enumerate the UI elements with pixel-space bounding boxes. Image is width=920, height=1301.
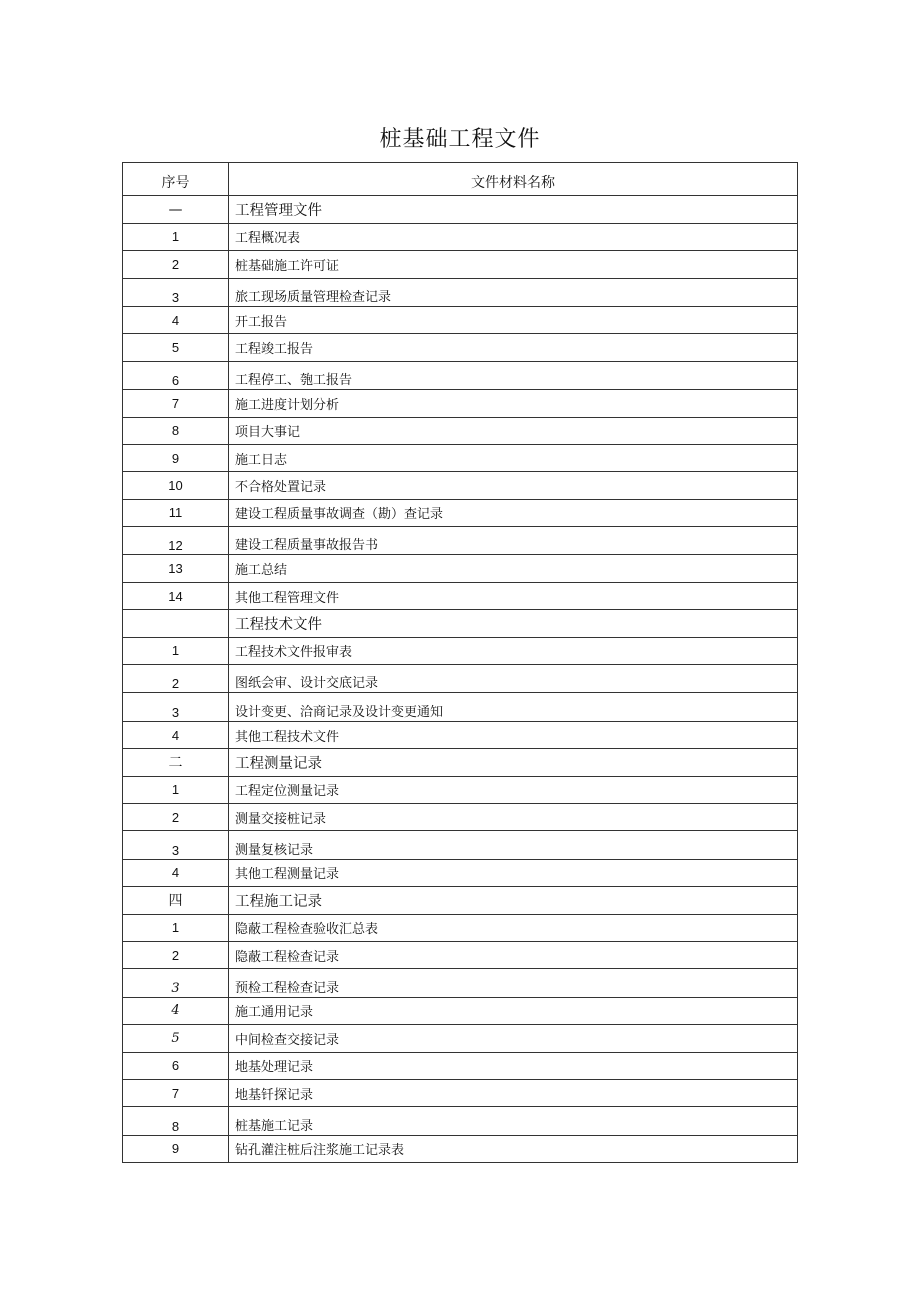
row-number: — [123, 196, 229, 223]
row-file-name: 钻孔灌注桩后注浆施工记录表 [229, 1135, 798, 1162]
table-row [123, 1025, 798, 1052]
row-file-name: 建设工程质量事故报告书 [229, 527, 798, 555]
table-row [123, 1107, 798, 1135]
row-file-name: 图纸会审、设计交底记录 [229, 665, 798, 693]
table-row [123, 637, 798, 664]
table-row [123, 969, 798, 997]
row-file-name: 其他工程管理文件 [229, 582, 798, 609]
table-row [123, 555, 798, 582]
row-number: 1 [123, 776, 229, 803]
row-number: 4 [123, 306, 229, 333]
row-number: 11 [123, 499, 229, 526]
table-row [123, 831, 798, 859]
row-file-name: 地基处理记录 [229, 1052, 798, 1079]
row-file-name: 工程管理文件 [229, 196, 798, 223]
row-file-name: 项目大事记 [229, 417, 798, 444]
row-file-name: 旅工现场质量管理检查记录 [229, 278, 798, 306]
table-row [123, 499, 798, 526]
row-number: 9 [123, 1135, 229, 1162]
row-number: 8 [123, 1107, 229, 1135]
row-file-name: 预检工程检查记录 [229, 969, 798, 997]
row-file-name: 设计变更、洽商记录及设计变更通知 [229, 693, 798, 721]
row-file-name: 工程竣工报告 [229, 334, 798, 361]
row-file-name: 隐蔽工程检查验收汇总表 [229, 914, 798, 941]
row-file-name: 施工进度计划分析 [229, 390, 798, 417]
table-row [123, 1135, 798, 1162]
table-row [123, 223, 798, 250]
table-row [123, 582, 798, 609]
table-row [123, 997, 798, 1024]
table-row [123, 721, 798, 748]
row-number: 6 [123, 1052, 229, 1079]
row-number [123, 610, 229, 637]
table-row [123, 472, 798, 499]
row-number: 4 [123, 997, 229, 1024]
row-number: 2 [123, 665, 229, 693]
row-file-name: 桩基础施工许可证 [229, 251, 798, 278]
row-file-name: 地基钎探记录 [229, 1079, 798, 1106]
table-row [123, 1079, 798, 1106]
row-file-name: 测量交接桩记录 [229, 803, 798, 830]
row-number: 3 [123, 969, 229, 997]
row-file-name: 工程停工、匏工报告 [229, 361, 798, 389]
row-number: 4 [123, 859, 229, 886]
row-number: 3 [123, 693, 229, 721]
table-row [123, 941, 798, 968]
row-file-name: 施工总结 [229, 555, 798, 582]
row-file-name: 其他工程测量记录 [229, 859, 798, 886]
row-number: 12 [123, 527, 229, 555]
row-number: 5 [123, 334, 229, 361]
table-row [123, 444, 798, 471]
row-number: 7 [123, 1079, 229, 1106]
table-row [123, 417, 798, 444]
table-row [123, 278, 798, 306]
row-file-name: 不合格处置记录 [229, 472, 798, 499]
row-number: 5 [123, 1025, 229, 1052]
table-header-row [123, 163, 798, 196]
row-file-name: 工程施工记录 [229, 887, 798, 914]
section-row [123, 196, 798, 223]
row-number: 3 [123, 278, 229, 306]
table-row [123, 361, 798, 389]
row-file-name: 施工通用记录 [229, 997, 798, 1024]
row-number: 四 [123, 887, 229, 914]
row-number: 1 [123, 637, 229, 664]
table-row [123, 334, 798, 361]
table-row [123, 306, 798, 333]
header-no: 序号 [123, 163, 229, 196]
row-number: 13 [123, 555, 229, 582]
row-file-name: 其他工程技术文件 [229, 721, 798, 748]
row-number: 二 [123, 749, 229, 776]
table-row [123, 693, 798, 721]
row-file-name: 测量复核记录 [229, 831, 798, 859]
row-number: 7 [123, 390, 229, 417]
row-number: 9 [123, 444, 229, 471]
table-row [123, 859, 798, 886]
page-title: 桩基础工程文件 [379, 127, 541, 152]
table-row [123, 390, 798, 417]
section-row [123, 610, 798, 637]
row-file-name: 建设工程质量事故调查（勘）查记录 [229, 499, 798, 526]
file-list-table [122, 162, 798, 1163]
row-file-name: 工程定位测量记录 [229, 776, 798, 803]
row-number: 4 [123, 721, 229, 748]
row-file-name: 开工报告 [229, 306, 798, 333]
row-file-name: 施工日志 [229, 444, 798, 471]
row-number: 1 [123, 914, 229, 941]
row-number: 2 [123, 803, 229, 830]
table-row [123, 527, 798, 555]
row-number: 10 [123, 472, 229, 499]
header-name: 文件材料名称 [229, 163, 798, 196]
table-row [123, 803, 798, 830]
row-file-name: 桩基施工记录 [229, 1107, 798, 1135]
row-file-name: 工程测量记录 [229, 749, 798, 776]
table-row [123, 914, 798, 941]
table-row [123, 251, 798, 278]
table-row [123, 776, 798, 803]
table-row [123, 665, 798, 693]
table-row [123, 1052, 798, 1079]
row-number: 6 [123, 361, 229, 389]
row-file-name: 工程技术文件 [229, 610, 798, 637]
row-number: 8 [123, 417, 229, 444]
row-number: 2 [123, 941, 229, 968]
row-file-name: 工程技术文件报审表 [229, 637, 798, 664]
section-row [123, 749, 798, 776]
row-number: 3 [123, 831, 229, 859]
section-row [123, 887, 798, 914]
row-file-name: 中间检查交接记录 [229, 1025, 798, 1052]
row-file-name: 工程概况表 [229, 223, 798, 250]
row-number: 2 [123, 251, 229, 278]
row-number: 1 [123, 223, 229, 250]
row-file-name: 隐蔽工程检查记录 [229, 941, 798, 968]
row-number: 14 [123, 582, 229, 609]
